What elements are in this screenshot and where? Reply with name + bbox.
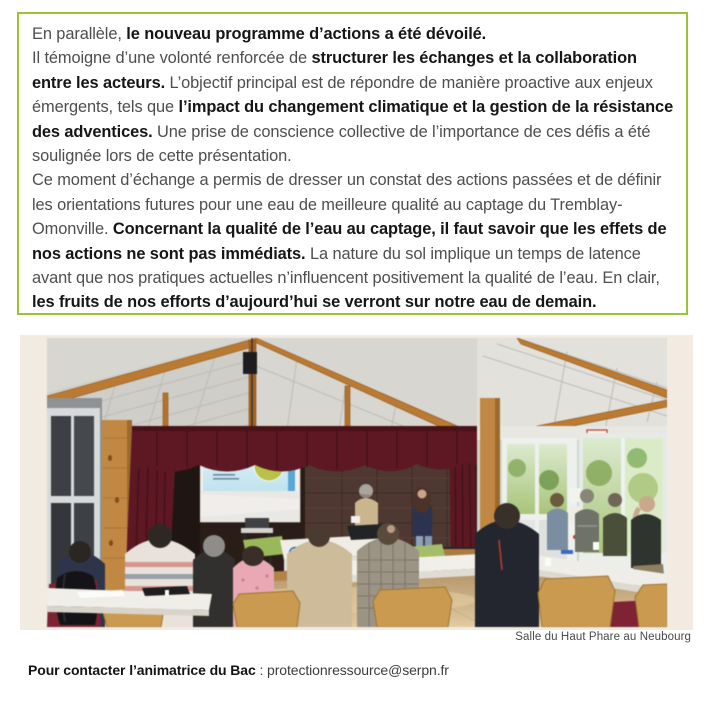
contact-separator: : bbox=[255, 662, 268, 678]
contact-label: Pour contacter l’animatrice du Bac bbox=[28, 662, 256, 678]
intro-paragraph: Il témoigne d’une volonté renforcée de structurer les échanges et la collaboration entre les acteurs. L’objectif principal est de répondre de manière proactive aux enjeux émergents, tels que l’impact du changement climatique et la gestion de la résistance des adventices. Une prise de conscience collective de l’importance de ces défis a été soulignée lors de cette présentation. bbox=[32, 49, 674, 166]
meeting-photo bbox=[20, 335, 693, 630]
intro-text-box bbox=[17, 12, 688, 315]
photo-caption: Salle du Haut Phare au Neubourg bbox=[515, 631, 691, 643]
contact-line bbox=[28, 662, 449, 678]
intro-paragraph: Ce moment d’échange a permis de dresser un constat des actions passées et de définir les orientations futures pour une eau de meilleure qualité au captage du Tremblay-Omonville. Concernant la qualité de l’eau au captage, il faut savoir que les effets de nos actions ne sont pas immédiats. La nature du sol implique un temps de latence avant que nos pratiques actuelles n’influencent positivement la qualité de l’eau. En clair, les fruits de nos efforts d’aujourd’hui se verront sur notre eau de demain. bbox=[32, 171, 667, 312]
intro-paragraph: En parallèle, le nouveau programme d’actions a été dévoilé. bbox=[32, 25, 487, 43]
meeting-photo-illustration bbox=[47, 338, 667, 627]
contact-email[interactable]: protectionressource@serpn.fr bbox=[267, 662, 449, 678]
